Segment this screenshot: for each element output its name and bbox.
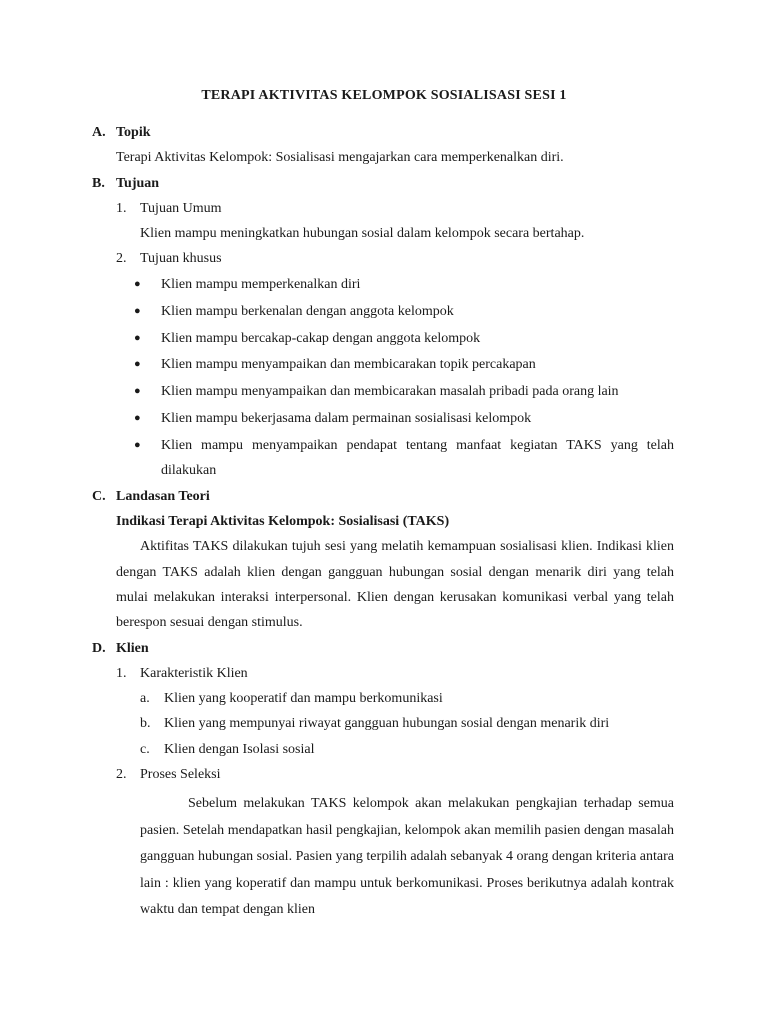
section-letter: B. — [92, 175, 105, 191]
item-number: 2. — [116, 251, 127, 267]
list-item — [140, 686, 674, 711]
theory-paragraph: Aktifitas TAKS dilakukan tujuh sesi yang melatih kemampuan sosialisasi klien. Indikasi klien dengan TAKS adalah klien dengan gangguan hubungan sosial dengan menarik diri yang telah mulai melakukan interaksi interpersonal. Klien dengan kerusakan komunikasi verbal yang telah berespon sesuai dengan stimulus. — [116, 539, 674, 631]
item-number: 2. — [116, 766, 127, 782]
section-b-heading — [92, 171, 674, 196]
numbered-item — [116, 246, 674, 271]
item-number: 1. — [116, 665, 127, 681]
bullet-icon: ● — [134, 304, 141, 317]
list-item — [140, 711, 674, 736]
item-label: Tujuan khusus — [140, 251, 222, 267]
section-letter: C. — [92, 488, 106, 504]
bullet-icon: ● — [134, 331, 141, 344]
section-letter: A. — [92, 125, 106, 140]
list-item — [134, 379, 674, 404]
specific-goals-list — [134, 272, 674, 484]
section-letter: D. — [92, 640, 106, 656]
bullet-icon: ● — [134, 277, 141, 290]
section-a-heading — [92, 120, 674, 145]
section-title: Tujuan — [116, 175, 160, 191]
list-item-text: Klien mampu menyampaikan pendapat tentang manfaat kegiatan TAKS yang telah dilakukan — [161, 438, 674, 479]
item-label: Tujuan Umum — [140, 200, 222, 216]
bullet-icon: ● — [134, 358, 141, 371]
list-item-text: Klien mampu memperkenalkan diri — [161, 276, 361, 292]
section-title: Landasan Teori — [116, 488, 210, 504]
numbered-item — [116, 661, 674, 686]
section-title: Topik — [116, 125, 151, 140]
list-item — [134, 433, 674, 484]
list-item — [134, 406, 674, 431]
list-item-text: Klien yang mempunyai riwayat gangguan hubungan sosial dengan menarik diri — [164, 716, 610, 732]
list-item-text: Klien mampu menyampaikan dan membicarakan masalah pribadi pada orang lain — [161, 384, 619, 400]
numbered-item — [116, 196, 674, 221]
bullet-icon: ● — [134, 412, 141, 425]
list-item — [140, 737, 674, 762]
list-item-text: Klien mampu menyampaikan dan membicarakan topik percakapan — [161, 357, 536, 373]
list-item-text: Klien mampu bercakap-cakap dengan anggota kelompok — [161, 330, 481, 346]
client-characteristics-list — [140, 686, 674, 762]
list-item — [134, 352, 674, 377]
document-body — [92, 120, 674, 924]
selection-paragraph: Sebelum melakukan TAKS kelompok akan melakukan pengkajian terhadap semua pasien. Setelah mendapatkan hasil pengkajian, kelompok akan memilih pasien dengan masalah gangguan hubungan sosial. Pasien yang terpilih adalah sebanyak 4 orang dengan kriteria antara lain : klien yang koperatif dan mampu untuk berkomunikasi. Proses berikutnya adalah kontrak waktu dan tempat dengan klien — [140, 796, 674, 918]
list-item — [134, 299, 674, 324]
list-item-text: Klien mampu berkenalan dengan anggota kelompok — [161, 303, 454, 319]
list-item-text: Klien yang kooperatif dan mampu berkomunikasi — [164, 691, 443, 707]
document-title: TERAPI AKTIVITAS KELOMPOK SOSIALISASI SESI 1 — [201, 88, 567, 103]
topic-text: Terapi Aktivitas Kelompok: Sosialisasi mengajarkan cara memperkenalkan diri. — [116, 150, 564, 166]
list-item-marker: c. — [140, 741, 150, 757]
list-item-text: Klien dengan Isolasi sosial — [164, 741, 315, 757]
item-label: Karakteristik Klien — [140, 665, 248, 681]
numbered-item — [116, 762, 674, 787]
general-goal-text: Klien mampu meningkatkan hubungan sosial dalam kelompok secara bertahap. — [140, 226, 585, 242]
bullet-icon: ● — [134, 385, 141, 398]
bullet-icon: ● — [134, 439, 141, 452]
list-item-text: Klien mampu bekerjasama dalam permainan sosialisasi kelompok — [161, 411, 532, 427]
item-number: 1. — [116, 200, 127, 216]
theory-subheading: Indikasi Terapi Aktivitas Kelompok: Sosialisasi (TAKS) — [116, 514, 450, 530]
section-d-heading — [92, 636, 674, 661]
section-title: Klien — [116, 640, 149, 656]
list-item-marker: a. — [140, 691, 150, 707]
list-item — [134, 326, 674, 351]
list-item — [134, 272, 674, 297]
section-c-heading — [92, 484, 674, 509]
list-item-marker: b. — [140, 716, 151, 732]
item-label: Proses Seleksi — [140, 766, 221, 782]
